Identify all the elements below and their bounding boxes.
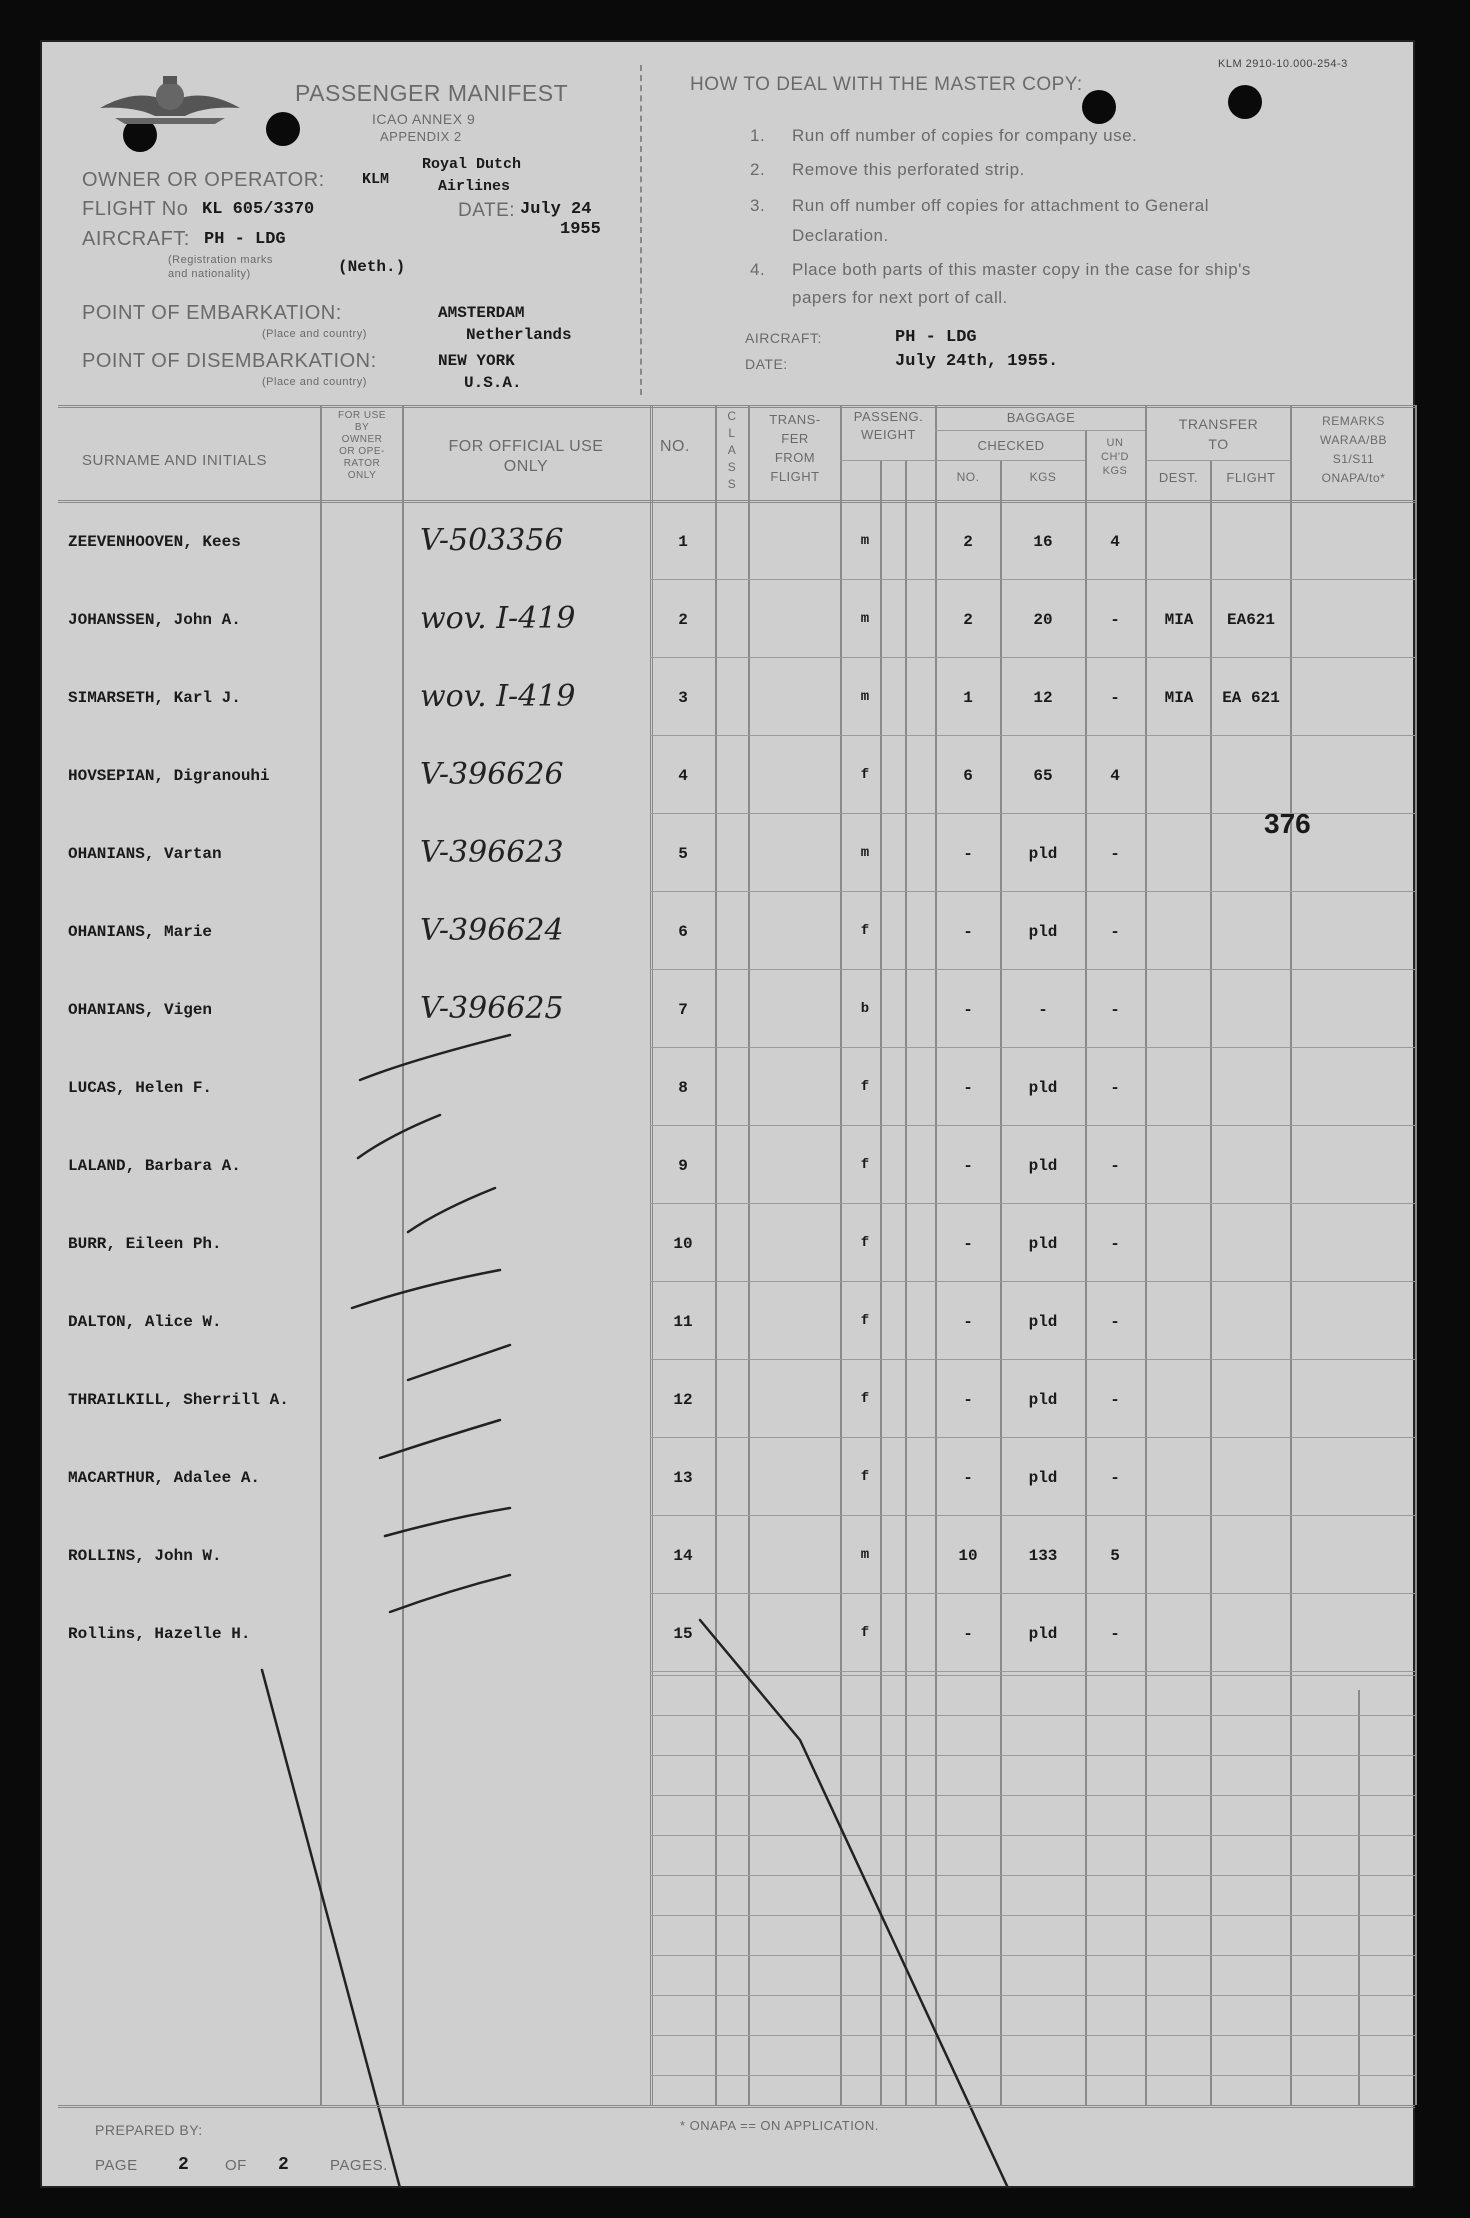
- official-use-header: FOR OFFICIAL USE ONLY: [448, 438, 604, 475]
- transfer-to-header: TRANSFER TO: [1178, 416, 1259, 452]
- aircraft-value: PH - LDG: [204, 230, 286, 249]
- bag-unchecked: -: [1110, 611, 1120, 629]
- official-use-entry: V-396624: [420, 913, 564, 948]
- form-number: KLM 2910-10.000-254-3: [1218, 58, 1348, 70]
- bag-kgs: pld: [1028, 1469, 1058, 1487]
- date-label: DATE:: [458, 200, 516, 221]
- instruction-num: 2.: [750, 160, 766, 179]
- bag-kgs: pld: [1028, 1157, 1058, 1175]
- appendix: APPENDIX 2: [380, 129, 462, 144]
- owner-value-3: Airlines: [438, 178, 511, 195]
- registration-note-2: and nationality): [168, 268, 251, 280]
- instr-aircraft-label: AIRCRAFT:: [745, 330, 822, 346]
- passenger-no: 14: [673, 1547, 693, 1565]
- passenger-sex: f: [860, 923, 870, 939]
- bag-count: 2: [963, 611, 973, 629]
- bag-count: -: [963, 845, 973, 863]
- transfer-flight: EA621: [1226, 611, 1275, 629]
- flight-value: KL 605/3370: [202, 200, 315, 219]
- baggage-header: BAGGAGE: [1006, 410, 1076, 425]
- bag-count: -: [963, 1469, 973, 1487]
- place-country-note: (Place and country): [262, 376, 367, 388]
- bag-kgs: 12: [1033, 689, 1053, 707]
- official-use-entry: wov. I-419: [420, 601, 576, 636]
- bag-unchecked: -: [1110, 1235, 1120, 1253]
- bag-kgs: 133: [1028, 1547, 1058, 1565]
- bag-kgs: pld: [1028, 923, 1058, 941]
- bag-count: 6: [963, 767, 973, 785]
- bag-kgs: 65: [1033, 767, 1053, 785]
- passenger-name: THRAILKILL, Sherrill A.: [68, 1391, 289, 1409]
- passenger-name: OHANIANS, Vartan: [68, 845, 222, 863]
- no-header: NO.: [660, 438, 690, 455]
- bag-no-header: NO.: [956, 470, 980, 484]
- bag-unchecked: -: [1110, 923, 1120, 941]
- bag-count: -: [963, 1235, 973, 1253]
- passenger-no: 3: [678, 689, 688, 707]
- date-value: July 24: [520, 200, 592, 219]
- official-use-entry: V-503356: [420, 523, 564, 558]
- bag-unchecked: -: [1110, 845, 1120, 863]
- passenger-no: 9: [678, 1157, 688, 1175]
- passenger-no: 7: [678, 1001, 688, 1019]
- bag-unchecked: -: [1110, 1079, 1120, 1097]
- disembark-country: U.S.A.: [464, 374, 522, 392]
- instruction-text: Run off number of copies for company use.: [792, 126, 1138, 145]
- passenger-sex: f: [860, 1391, 870, 1407]
- flight-label: FLIGHT No: [82, 198, 189, 220]
- bag-kgs: -: [1038, 1001, 1048, 1019]
- instr-date-label: DATE:: [745, 356, 788, 372]
- passenger-sex: m: [860, 533, 870, 549]
- bag-unchecked: -: [1110, 1469, 1120, 1487]
- manifest-sheet: [40, 40, 1415, 2188]
- passenger-no: 15: [673, 1625, 693, 1643]
- disembark-label: POINT OF DISEMBARKATION:: [82, 350, 377, 372]
- date-year: 1955: [560, 220, 601, 239]
- passenger-sex: f: [860, 1625, 870, 1641]
- bag-unchecked: 5: [1110, 1547, 1120, 1565]
- page-total: 2: [278, 2155, 289, 2175]
- owner-value: KLM: [362, 171, 390, 188]
- passenger-no: 1: [678, 533, 688, 551]
- disembark-value: NEW YORK: [438, 352, 515, 370]
- owner-label: OWNER OR OPERATOR:: [82, 169, 325, 191]
- pages-label: PAGES.: [330, 2157, 388, 2174]
- transfer-dest: MIA: [1164, 611, 1194, 629]
- stamp-number: 376: [1264, 808, 1311, 839]
- instructions-title: HOW TO DEAL WITH THE MASTER COPY:: [690, 74, 1083, 95]
- passenger-sex: m: [860, 689, 870, 705]
- passenger-no: 8: [678, 1079, 688, 1097]
- transfer-from-header: TRANS- FER FROM FLIGHT: [769, 412, 821, 484]
- transfer-flight: EA 621: [1222, 689, 1280, 707]
- bag-count: 10: [958, 1547, 978, 1565]
- passenger-sex: f: [860, 1469, 870, 1485]
- of-label: OF: [225, 2157, 247, 2174]
- registration-note: (Registration marks: [168, 254, 273, 266]
- owner-value-2: Royal Dutch: [422, 156, 522, 173]
- passenger-no: 4: [678, 767, 688, 785]
- bag-count: -: [963, 923, 973, 941]
- instruction-text: Run off number off copies for attachment to General: [792, 196, 1210, 215]
- bag-count: 2: [963, 533, 973, 551]
- surname-header: SURNAME AND INITIALS: [82, 452, 268, 469]
- bag-kgs: 16: [1033, 533, 1053, 551]
- passenger-no: 2: [678, 611, 688, 629]
- bag-count: -: [963, 1079, 973, 1097]
- bag-unchecked: -: [1110, 1391, 1120, 1409]
- instruction-text: Declaration.: [792, 226, 889, 245]
- passenger-name: HOVSEPIAN, Digranouhi: [68, 767, 270, 785]
- onapa-note: * ONAPA == ON APPLICATION.: [680, 2118, 879, 2133]
- passenger-name: JOHANSSEN, John A.: [68, 611, 241, 629]
- bag-unchecked: -: [1110, 1001, 1120, 1019]
- bag-unchecked: -: [1110, 1157, 1120, 1175]
- bag-unchecked: -: [1110, 1313, 1120, 1331]
- col-divider: [1415, 405, 1417, 2105]
- bag-unchecked: 4: [1110, 533, 1120, 551]
- bag-kgs: pld: [1028, 1625, 1058, 1643]
- bag-unchecked: -: [1110, 1625, 1120, 1643]
- passenger-name: ROLLINS, John W.: [68, 1547, 222, 1565]
- instruction-text: Place both parts of this master copy in the case for ship's: [792, 260, 1251, 279]
- passenger-sex: f: [860, 1313, 870, 1329]
- passenger-name: OHANIANS, Vigen: [68, 1001, 213, 1019]
- passenger-sex: f: [860, 1235, 870, 1251]
- passenger-name: DALTON, Alice W.: [68, 1313, 222, 1331]
- instr-aircraft-value: PH - LDG: [895, 328, 977, 347]
- owner-use-header: FOR USE BY OWNER OR OPE- RATOR ONLY: [338, 410, 386, 481]
- footer-rule: [58, 2105, 1415, 2108]
- weight-header: PASSENG. WEIGHT: [853, 409, 924, 442]
- instruction-num: 1.: [750, 126, 766, 145]
- bag-kgs-header: KGS: [1029, 470, 1057, 484]
- bag-kgs: 20: [1033, 611, 1053, 629]
- flight-header: FLIGHT: [1226, 470, 1276, 485]
- bag-count: -: [963, 1391, 973, 1409]
- embark-country: Netherlands: [466, 326, 572, 344]
- passenger-name: BURR, Eileen Ph.: [68, 1235, 222, 1253]
- unchecked-header: UN CH'D KGS: [1101, 437, 1129, 477]
- passenger-sex: m: [860, 845, 870, 861]
- bag-kgs: pld: [1028, 1313, 1058, 1331]
- prepared-by-label: PREPARED BY:: [95, 2122, 203, 2138]
- official-use-entry: V-396626: [420, 757, 564, 792]
- place-country-note: (Place and country): [262, 328, 367, 340]
- passenger-name: SIMARSETH, Karl J.: [68, 689, 241, 707]
- instr-date-value: July 24th, 1955.: [895, 352, 1059, 371]
- official-use-entry: V-396623: [420, 835, 564, 870]
- passenger-name: LALAND, Barbara A.: [68, 1157, 241, 1175]
- passenger-no: 13: [673, 1469, 693, 1487]
- icao-annex: ICAO ANNEX 9: [372, 111, 476, 127]
- bag-count: 1: [963, 689, 973, 707]
- official-use-entry: wov. I-419: [420, 679, 576, 714]
- instruction-text: papers for next port of call.: [792, 288, 1008, 307]
- passenger-sex: f: [860, 1157, 870, 1173]
- passenger-sex: f: [860, 767, 870, 783]
- official-use-entry: V-396625: [420, 991, 564, 1026]
- passenger-sex: f: [860, 1079, 870, 1095]
- remarks-header: REMARKS WARAA/BB S1/S11 ONAPA/to*: [1320, 414, 1387, 485]
- passenger-sex: b: [860, 1001, 870, 1017]
- instruction-num: 4.: [750, 260, 766, 279]
- bag-count: -: [963, 1157, 973, 1175]
- page-label: PAGE: [95, 2157, 138, 2174]
- bag-count: -: [963, 1625, 973, 1643]
- transfer-dest: MIA: [1164, 689, 1194, 707]
- registration-value: (Neth.): [338, 258, 406, 276]
- bag-count: -: [963, 1313, 973, 1331]
- handwritten-marks: [40, 40, 1415, 2188]
- bag-count: -: [963, 1001, 973, 1019]
- bag-kgs: pld: [1028, 1079, 1058, 1097]
- class-header: C L A S S: [727, 409, 737, 491]
- aircraft-label: AIRCRAFT:: [82, 228, 190, 250]
- passenger-name: MACARTHUR, Adalee A.: [68, 1469, 261, 1487]
- bag-kgs: pld: [1028, 1391, 1058, 1409]
- bag-kgs: pld: [1028, 1235, 1058, 1253]
- passenger-no: 6: [678, 923, 688, 941]
- bag-kgs: pld: [1028, 845, 1058, 863]
- instruction-num: 3.: [750, 196, 766, 215]
- passenger-no: 5: [678, 845, 688, 863]
- passenger-name: LUCAS, Helen F.: [68, 1079, 213, 1097]
- passenger-sex: m: [860, 611, 870, 627]
- embark-label: POINT OF EMBARKATION:: [82, 302, 342, 324]
- passenger-name: ZEEVENHOOVEN, Kees: [68, 533, 241, 551]
- passenger-name: Rollins, Hazelle H.: [68, 1625, 251, 1643]
- embark-value: AMSTERDAM: [438, 304, 525, 322]
- instruction-text: Remove this perforated strip.: [792, 160, 1025, 179]
- bag-unchecked: -: [1110, 689, 1120, 707]
- passenger-no: 11: [673, 1313, 693, 1331]
- passenger-sex: m: [860, 1547, 870, 1563]
- passenger-name: OHANIANS, Marie: [68, 923, 213, 941]
- checked-header: CHECKED: [977, 438, 1045, 453]
- page-title: PASSENGER MANIFEST: [295, 80, 569, 106]
- dest-header: DEST.: [1158, 470, 1199, 485]
- passenger-no: 12: [673, 1391, 693, 1409]
- page-number: 2: [178, 2155, 189, 2175]
- passenger-no: 10: [673, 1235, 693, 1253]
- bag-unchecked: 4: [1110, 767, 1120, 785]
